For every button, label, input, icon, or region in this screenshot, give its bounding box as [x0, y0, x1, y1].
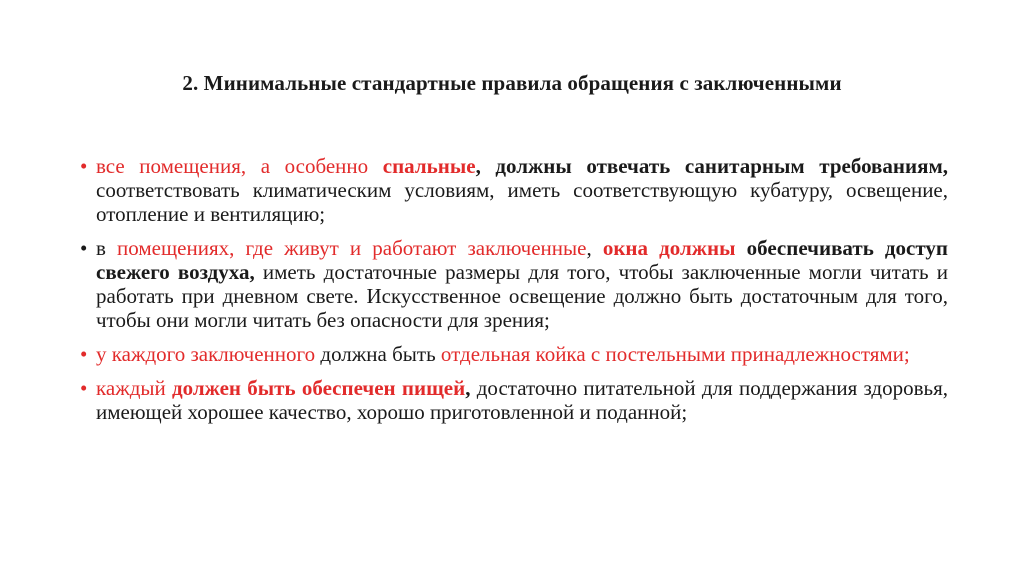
text-segment-highlight: каждый	[96, 376, 173, 400]
text-segment: иметь достаточные размеры для того, чтобы заключенные могли читать и работать при дневном свете. Искусственное освещение должно быть достаточным для того, чтобы они могли читать без опасности для зрения;	[96, 260, 948, 332]
bullet-item-bed	[80, 342, 948, 366]
text-segment-highlight: спальные	[382, 154, 476, 178]
bullet-item-windows	[80, 236, 948, 332]
text-segment-bold: ,	[465, 376, 471, 400]
text-segment: достаточно питательной для поддержания здоровья, имеющей хорошее качество, хорошо приготовленной и поданной;	[96, 376, 948, 424]
text-segment: все помещения, а особенно	[96, 154, 383, 178]
text-segment-highlight: должен быть обеспечен пищей	[172, 376, 466, 400]
bullet-item-food	[80, 376, 948, 424]
bullet-list	[80, 154, 948, 434]
text-segment: соответствовать климатическим условиям, иметь соответствующую кубатуру, освещение, отопление и вентиляцию;	[96, 178, 948, 226]
text-segment: ,	[586, 236, 603, 260]
text-segment-bold: , должны отвечать санитарным требованиям,	[475, 154, 948, 178]
text-segment-highlight: окна должны	[602, 236, 736, 260]
text-segment: должна быть	[315, 342, 441, 366]
text-segment: в	[96, 236, 118, 260]
text-segment-bold: обеспечивать доступ свежего воздуха,	[96, 236, 948, 284]
text-segment-highlight: у каждого заключенного	[96, 342, 316, 366]
text-segment-highlight: помещениях, где живут и работают заключенные	[117, 236, 587, 260]
text-segment-highlight: отдельная койка с постельными принадлежностями;	[440, 342, 910, 366]
slide-title: 2. Минимальные стандартные правила обращения с заключенными	[182, 71, 842, 95]
bullet-item-sleeping-rooms	[80, 154, 948, 226]
